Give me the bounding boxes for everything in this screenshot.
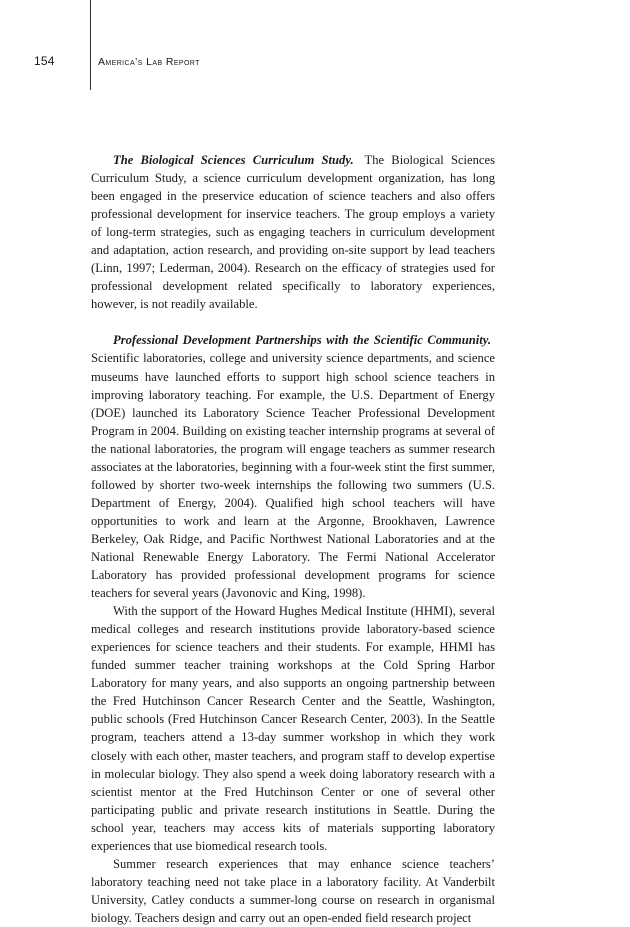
running-head [98, 56, 200, 68]
paragraph-partnerships-intro [91, 331, 495, 602]
header-divider [90, 0, 91, 90]
running-head-text: America’s Lab Report [98, 56, 200, 68]
paragraph-text: The Biological Sciences Curriculum Study, a science curriculum development organization, has long been engaged in the preservice education of science teachers and also offers professional development for inservice teachers. The group employs a variety of long-term strategies, such as engaging teachers in curriculum development and adaptation, action research, and providing on-site support by lead teachers (Linn, 1997; Lederman, 2004). Research on the efficacy of strategies used for professional development related specifically to laboratory experiences, however, is not readily available. [91, 153, 495, 312]
paragraph-text: Scientific laboratories, college and university science departments, and science museums have launched efforts to support high school science teachers in improving laboratory teaching. For example, the U.S. Department of Energy (DOE) launched its Laboratory Science Teacher Professional Development Program in 2004. Building on existing teacher internship programs at several of the national laboratories, the program will engage teachers as summer research associates at the laboratories, beginning with a four-week stint the first summer, followed by shorter two-week internships the following two summers (U.S. Department of Energy, 2004). Qualified high school teachers will have opportunities to work and learn at the Argonne, Brookhaven, Lawrence Berkeley, Oak Ridge, and Pacific Northwest National Laboratories and at the National Renewable Energy Laboratory. The Fermi National Accelerator Laboratory has provided professional development programs for science teachers for several years (Javonovic and King, 1998). [91, 351, 495, 601]
body-text [91, 151, 495, 927]
section-heading-partnerships: Professional Development Partnerships with the Scientific Community. [113, 333, 491, 348]
paragraph-bscs [91, 151, 495, 313]
paragraph-summer-research: Summer research experiences that may enhance science teachers’ laboratory teaching need not take place in a laboratory facility. At Vanderbilt University, Catley conducts a summer-long course on research in organismal biology. Teachers design and carry out an open-ended field research project [91, 856, 495, 925]
section-heading-bscs: The Biological Sciences Curriculum Study. [113, 153, 354, 167]
page-number: 154 [34, 54, 55, 68]
paragraph-hhmi: With the support of the Howard Hughes Medical Institute (HHMI), several medical colleges and research institutions provide laboratory-based science experiences for science teachers and their students. For example, HHMI has funded summer teacher training workshops at the Cold Spring Harbor Laboratory for many years, and also supports an ongoing partnership between the Fred Hutchinson Cancer Research Center and the Seattle, Washington, public schools (Fred Hutchinson Cancer Research Center, 2003). In the Seattle program, teachers attend a 13-day summer workshop in which they work closely with each other, master teachers, and program staff to develop expertise in molecular biology. They also spend a week doing laboratory research with a scientist mentor at the Fred Hutchinson Center or one of several other participating public and private research institutions in Seattle. During the school year, teachers may access kits of materials supporting laboratory experiences that use biomedical research tools. [91, 604, 495, 853]
